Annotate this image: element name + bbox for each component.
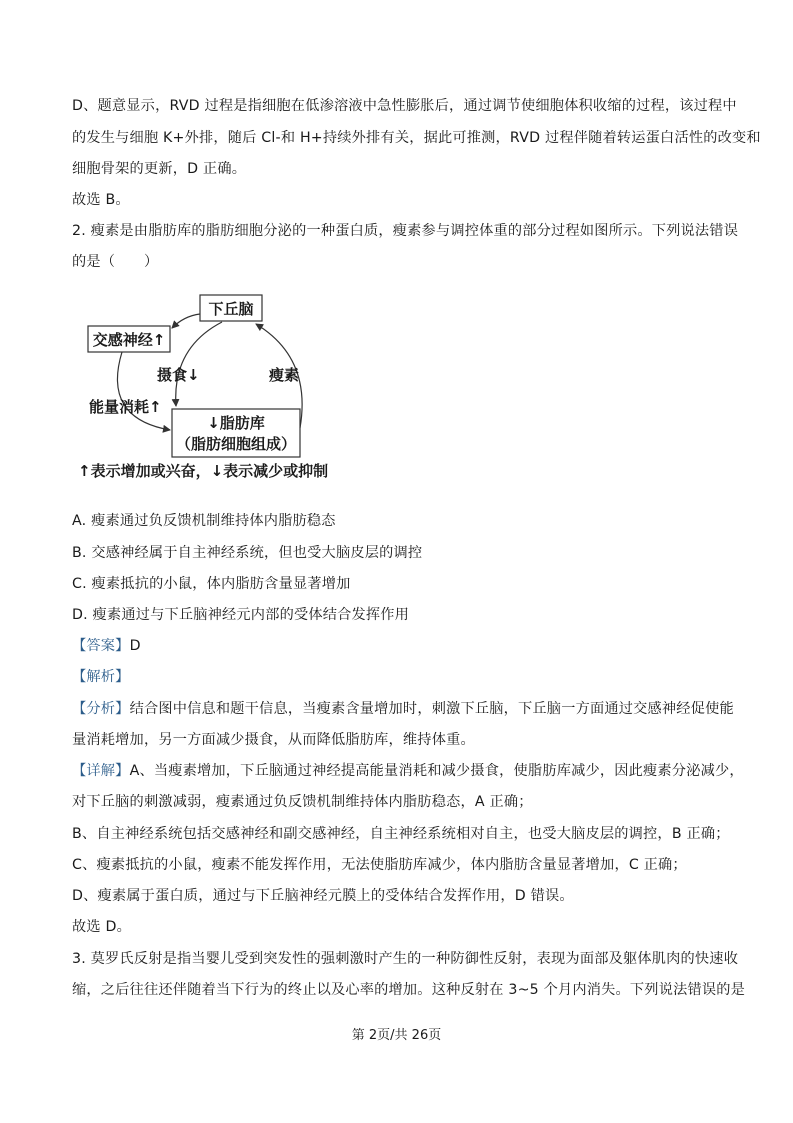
answer-line xyxy=(72,636,141,656)
arrow-sympathetic-to-fat xyxy=(117,352,170,430)
analysis-text: 结合图中信息和题干信息，当瘦素含量增加时，刺激下丘脑，下丘脑一方面通过交感神经促使能 xyxy=(129,701,734,717)
detail-text: A、当瘦素增加，下丘脑通过神经提高能量消耗和减少摄食，使脂肪库减少，因此瘦素分泌减少， xyxy=(129,763,744,779)
question-2-stem: 2. 瘦素是由脂肪库的脂肪细胞分泌的一种蛋白质，瘦素参与调控体重的部分过程如图所示。下列说法错误 xyxy=(72,223,739,239)
paragraph-line: 的发生与细胞 K+外排，随后 Cl-和 H+持续外排有关，据此可推测，RVD 过程伴随着转运蛋白活性的改变和 xyxy=(72,130,761,146)
fat-store-label: ↓脂肪库 xyxy=(207,414,265,432)
choose-line: 故选 D。 xyxy=(72,919,131,935)
option-b: B. 交感神经属于自主神经系统，但也受大脑皮层的调控 xyxy=(72,545,423,561)
explain-tag: 【解析】 xyxy=(72,669,130,685)
detail-line: C、瘦素抵抗的小鼠，瘦素不能发挥作用，无法使脂肪库减少，体内脂肪含量显著增加，C 正确； xyxy=(72,857,687,873)
detail-tag: 【详解】 xyxy=(72,763,130,779)
sympathetic-label: 交感神经↑ xyxy=(92,331,166,349)
question-3-stem: 缩，之后往往还伴随着当下行为的终止以及心率的增加。这种反射在 3~5 个月内消失。下列说法错误的是 xyxy=(72,982,746,998)
intake-label: 摄食↓ xyxy=(157,366,200,384)
leptin-regulation-diagram xyxy=(72,288,362,488)
diagram-legend: ↑表示增加或兴奋，↓表示减少或抑制 xyxy=(78,462,329,480)
arrow-hypothalamus-to-sympathetic xyxy=(172,314,200,328)
arrow-hypothalamus-to-fat xyxy=(176,322,222,406)
fat-store-sublabel: （脂肪细胞组成） xyxy=(175,435,297,453)
energy-label: 能量消耗↑ xyxy=(89,398,162,416)
option-c: C. 瘦素抵抗的小鼠，体内脂肪含量显著增加 xyxy=(72,576,351,592)
explain-line xyxy=(72,667,130,687)
paragraph-line: 细胞骨架的更新，D 正确。 xyxy=(72,161,247,177)
hypothalamus-label: 下丘脑 xyxy=(208,300,254,318)
page-footer: 第 2页/共 26页 xyxy=(351,1028,442,1043)
option-d: D. 瘦素通过与下丘脑神经元内部的受体结合发挥作用 xyxy=(72,607,410,623)
paragraph-line: D、题意显示，RVD 过程是指细胞在低渗溶液中急性膨胀后，通过调节使细胞体积收缩的过程，该过程中 xyxy=(72,98,737,114)
analysis-line xyxy=(72,699,734,719)
question-2-stem: 的是（ ） xyxy=(72,254,159,270)
answer-tag: 【答案】 xyxy=(72,638,130,654)
analysis-line: 量消耗增加，另一方面减少摄食，从而降低脂肪库，维持体重。 xyxy=(72,732,475,748)
option-a: A. 瘦素通过负反馈机制维持体内脂肪稳态 xyxy=(72,513,336,529)
analysis-tag: 【分析】 xyxy=(72,701,130,717)
leptin-label: 瘦素 xyxy=(269,366,300,384)
detail-line: D、瘦素属于蛋白质，通过与下丘脑神经元膜上的受体结合发挥作用，D 错误。 xyxy=(72,888,574,904)
answer-value: D xyxy=(129,638,141,654)
detail-line: 对下丘脑的刺激减弱，瘦素通过负反馈机制维持体内脂肪稳态，A 正确； xyxy=(72,794,533,810)
detail-line xyxy=(72,761,744,781)
choose-line: 故选 B。 xyxy=(72,192,130,208)
detail-line: B、自主神经系统包括交感神经和副交感神经，自主神经系统相对自主，也受大脑皮层的调控，B 正确； xyxy=(72,826,730,842)
question-3-stem: 3. 莫罗氏反射是指当婴儿受到突发性的强刺激时产生的一种防御性反射，表现为面部及躯体肌肉的快速收 xyxy=(72,951,739,967)
